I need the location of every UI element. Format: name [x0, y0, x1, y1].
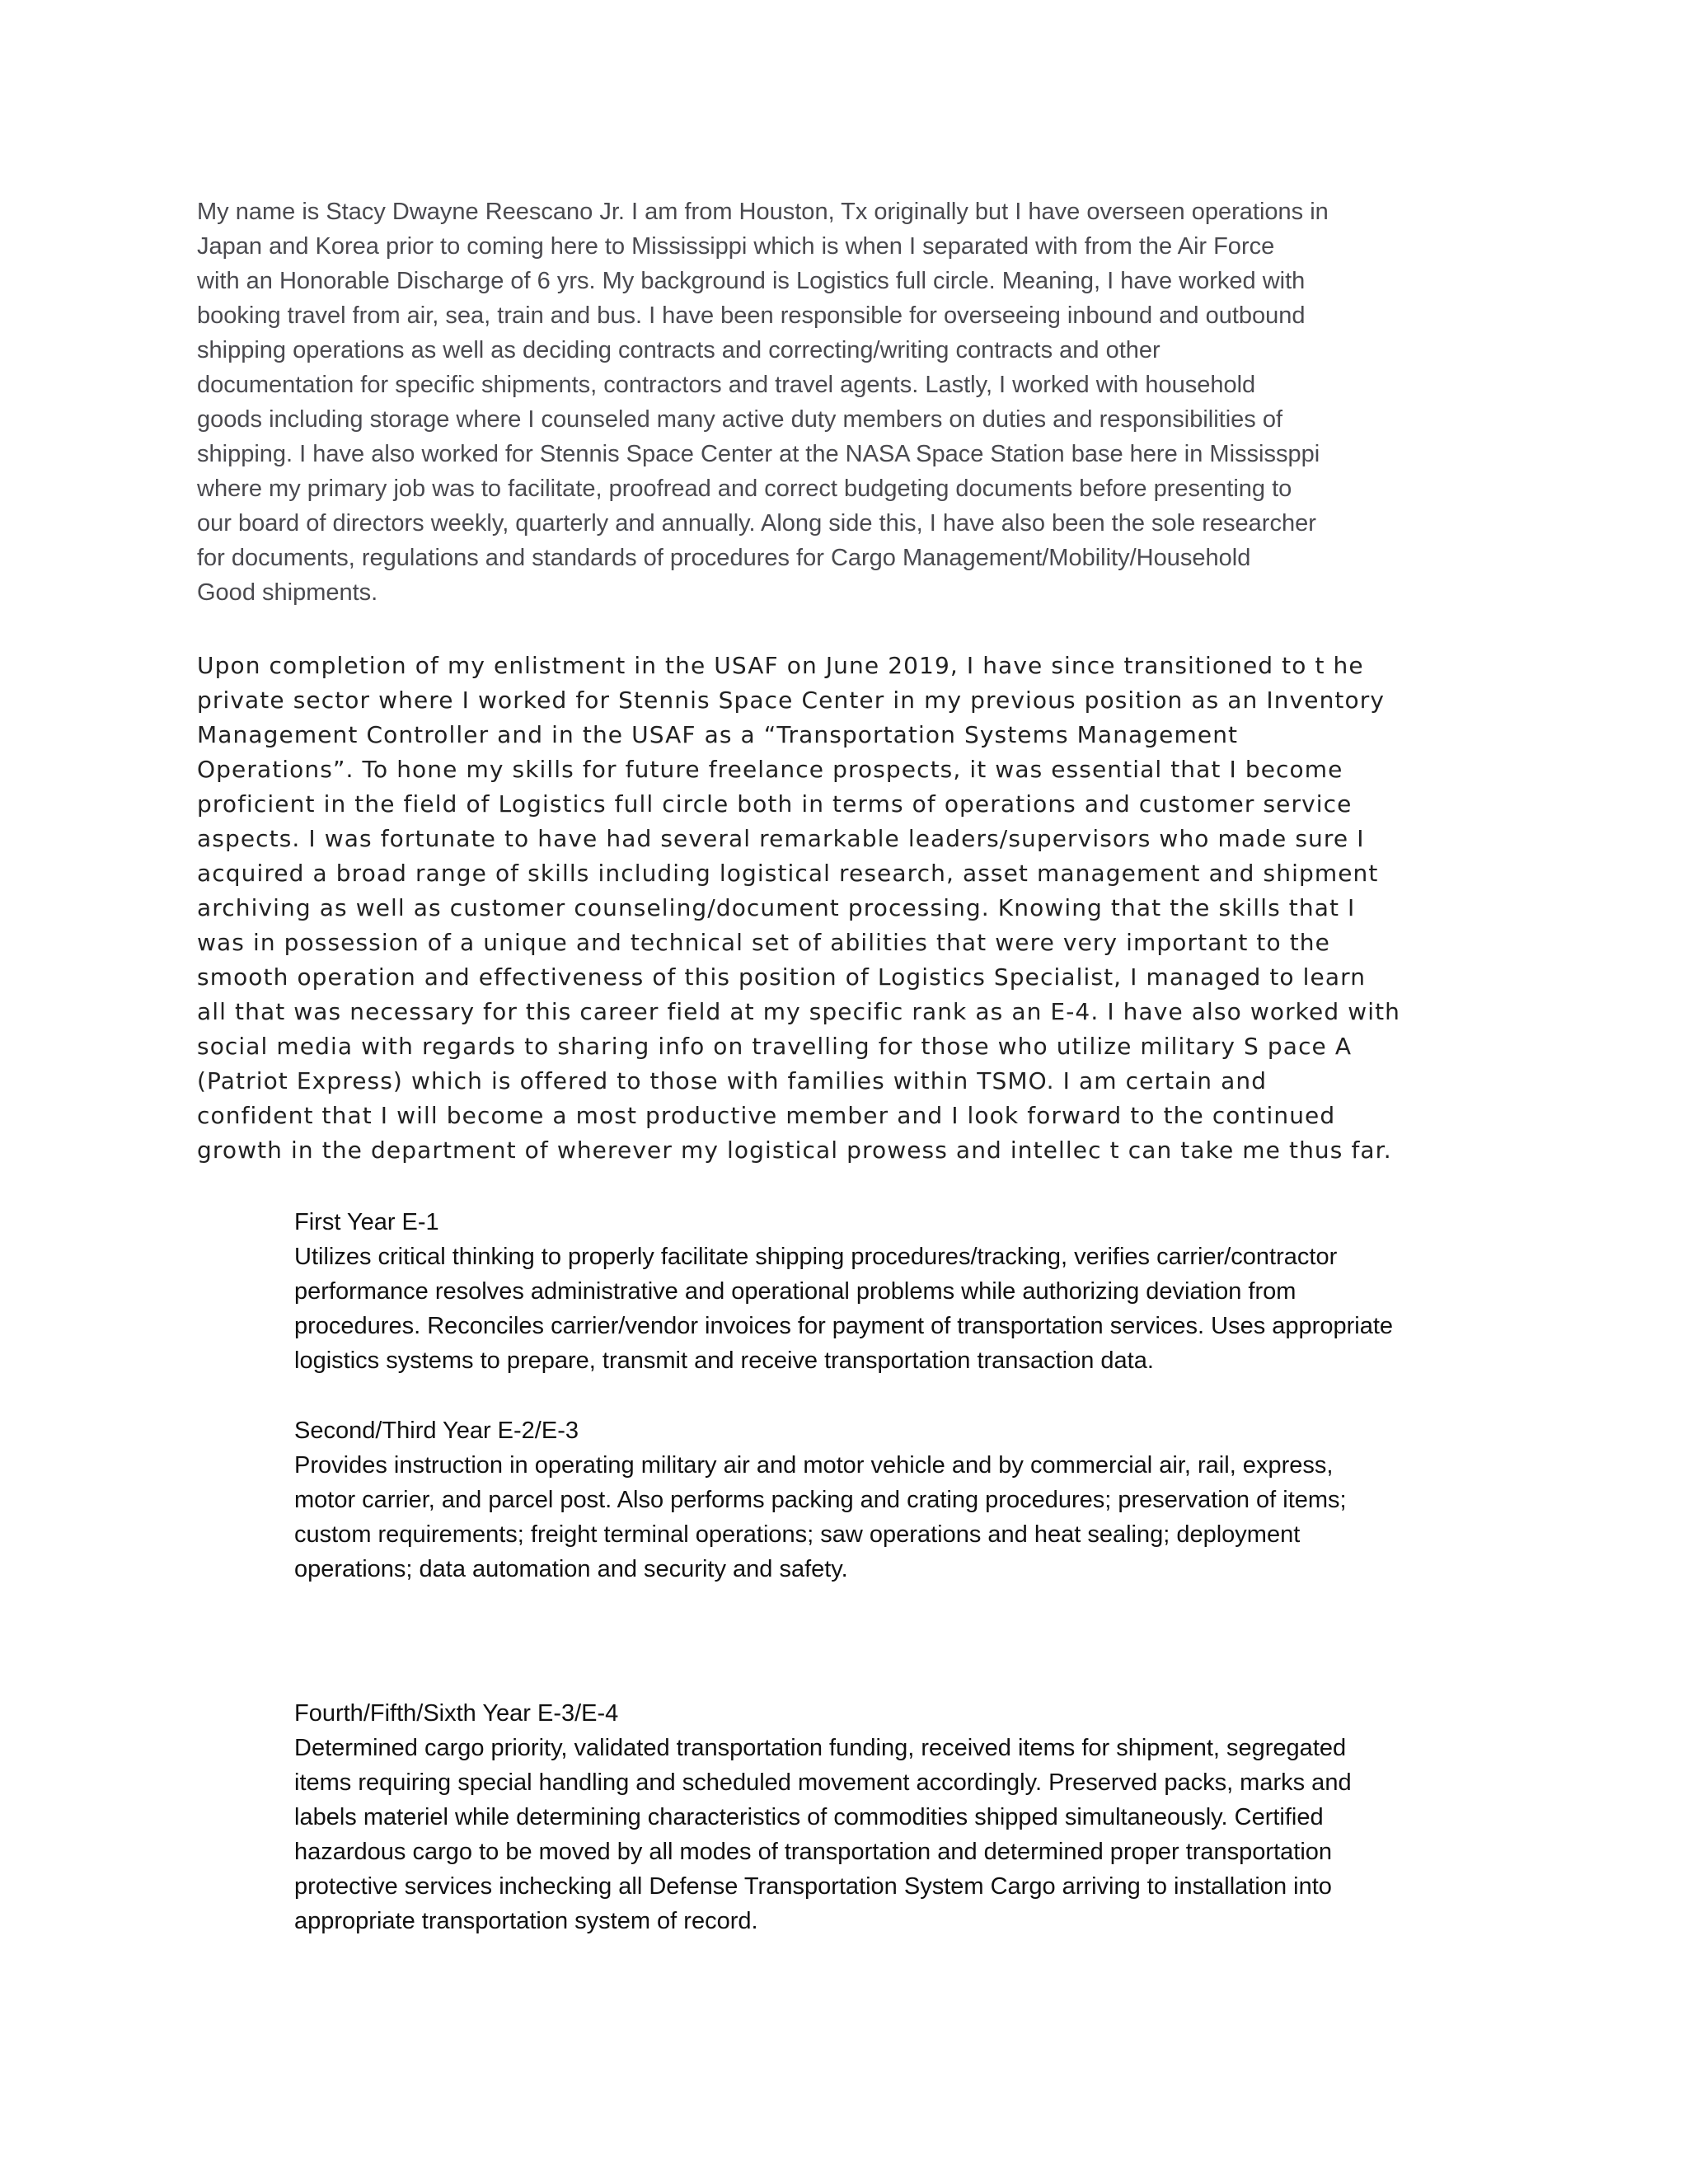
experience-entry-fourth-fifth-sixth-year — [294, 1696, 1481, 1938]
experience-entry-second-third-year — [294, 1413, 1481, 1586]
entry-heading: Fourth/Fifth/Sixth Year E-3/E-4 — [294, 1700, 619, 1727]
summary-paragraph: Upon completion of my enlistment in the USAF on June 2019, I have since transitioned to t he private sector where I worked for Stennis Space Center in my previous position as an Inventory Management Controller and in the USAF as a “Transportation Systems Management Operations”. To hone my skills for future freelance prospects, it was essential that I become proficient in the field of Logistics full circle both in terms of operations and customer service aspects. I was fortunate to have had several remarkable leaders/supervisors who made sure I acquired a broad range of skills including logistical research, asset management and shipment archiving as well as customer counseling/document processing. Knowing that the skills that I was in possession of a unique and technical set of abilities that were very important to the smooth operation and effectiveness of this position of Logistics Specialist, I managed to learn all that was necessary for this career field at my specific rank as an E-4. I have also worked with social media with regards to sharing info on travelling for those who utilize military S pace A (Patriot Express) which is offered to those with families within TSMO. I am certain and confident that I will become a most productive member and I look forward to the continued growth in the department of wherever my logistical prowess and intellec t can take me thus far. — [197, 652, 1401, 1164]
intro-paragraph: My name is Stacy Dwayne Reescano Jr. I am from Houston, Tx originally but I have overseen operations in Japan and Korea prior to coming here to Mississippi which is when I separated with from the Air Force with an Honorable Discharge of 6 yrs. My background is Logistics full circle. Meaning, I have worked with booking travel from air, sea, train and bus. I have been responsible for overseeing inbound and outbound shipping operations as well as deciding contracts and correcting/writing contracts and other documentation for specific shipments, contractors and travel agents. Lastly, I worked with household goods including storage where I counseled many active duty members on duties and responsibilities of shipping. I have also worked for Stennis Space Center at the NASA Space Station base here in Mississppi where my primary job was to facilitate, proofread and correct budgeting documents before presenting to our board of directors weekly, quarterly and annually. Along side this, I have also been the sole researcher for documents, regulations and standards of procedures for Cargo Management/Mobility/Household Good shipments. — [197, 199, 1329, 606]
entry-body: Provides instruction in operating military air and motor vehicle and by commercial air, rail, express, motor carrier, and parcel post. Also performs packing and crating procedures; preservation of items; custom requirements; freight terminal operations; saw operations and heat sealing; deployment operations; data automation and security and safety. — [294, 1452, 1347, 1582]
entry-body: Utilizes critical thinking to properly facilitate shipping procedures/tracking, verifies carrier/contractor performance resolves administrative and operational problems while authorizing deviation from procedures. Reconciles carrier/vendor invoices for payment of transportation services. Uses appropriate logistics systems to prepare, transmit and receive transportation transaction data. — [294, 1244, 1394, 1374]
entry-heading: First Year E-1 — [294, 1209, 439, 1235]
experience-entry-first-year — [294, 1205, 1481, 1378]
entry-body: Determined cargo priority, validated transportation funding, received items for shipment, segregated items requiring special handling and scheduled movement accordingly. Preserved packs, marks and labels materiel while determining characteristics of commodities shipped simultaneously. Certified hazardous cargo to be moved by all modes of transportation and determined proper transportation protective services inchecking all Defense Transportation System Cargo arriving to installation into appropriate transportation system of record. — [294, 1735, 1352, 1934]
entry-heading: Second/Third Year E-2/E-3 — [294, 1418, 579, 1444]
